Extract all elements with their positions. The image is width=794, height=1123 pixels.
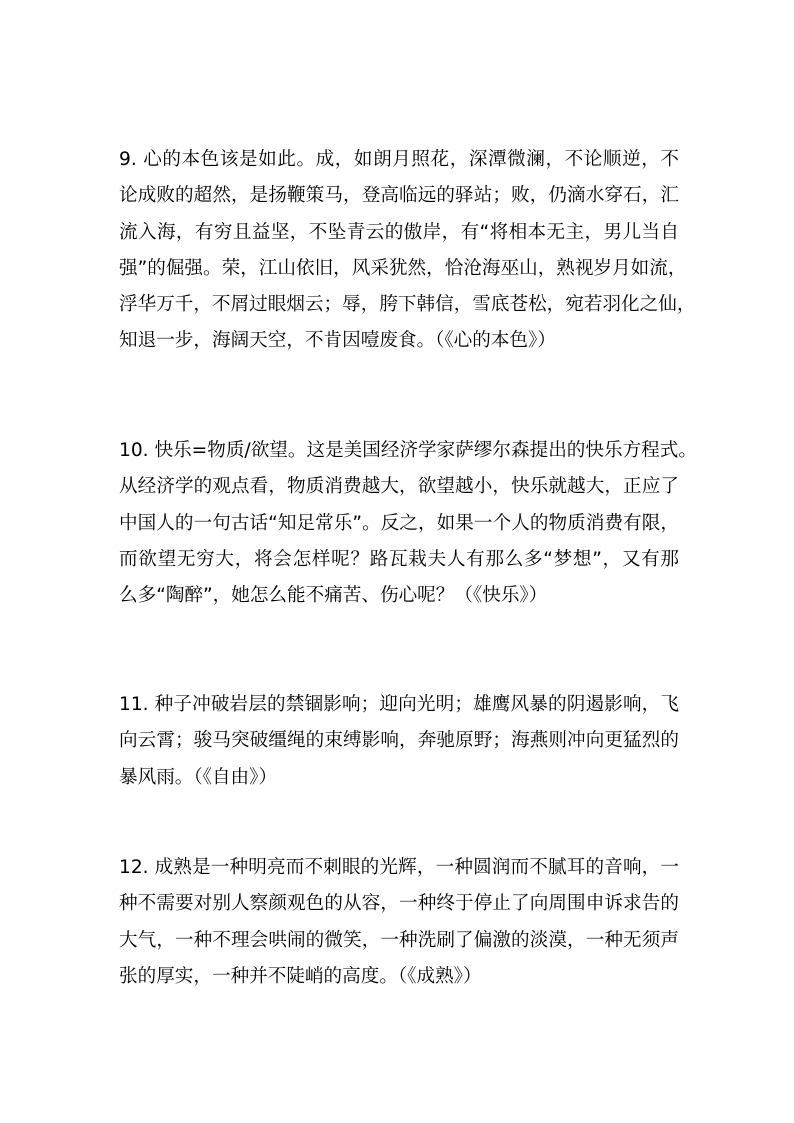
paragraph-12 bbox=[119, 850, 679, 995]
paragraph-line: 张的厚实，一种并不陡峭的高度。（《成熟》） bbox=[119, 965, 482, 987]
paragraph-line: 论成败的超然，是扬鞭策马，登高临远的驿站；败，仍滴水穿石，汇 bbox=[119, 185, 679, 207]
paragraph-line: 从经济学的观点看，物质消费越大，欲望越小，快乐就越大，正应了 bbox=[119, 476, 679, 498]
paragraph-line: 而欲望无穷大，将会怎样呢？路瓦栽夫人有那么多“梦想”，又有那 bbox=[119, 548, 679, 570]
paragraph-line: 流入海，有穷且益坚，不坠青云的傲岸，有“将相本无主，男儿当自 bbox=[119, 221, 679, 243]
paragraph-line: 浮华万千，不屑过眼烟云；辱，胯下韩信，雪底苍松，宛若羽化之仙， bbox=[119, 294, 696, 316]
paragraph-line: 强”的倔强。荣，江山依旧，风采犹然，恰沧海巫山，熟视岁月如流， bbox=[119, 257, 687, 279]
paragraph-line: 11. 种子冲破岩层的禁锢影响；迎向光明；雄鹰风暴的阴遏影响，飞 bbox=[119, 694, 679, 715]
paragraph-line: 9. 心的本色该是如此。成，如朗月照花，深潭微澜，不论顺逆，不 bbox=[119, 149, 679, 170]
paragraph-line: 么多“陶醉”，她怎么能不痛苦、伤心呢？（《快乐》） bbox=[119, 585, 548, 607]
paragraph-line: 10. 快乐=物质/欲望。这是美国经济学家萨缪尔森提出的快乐方程式。 bbox=[119, 440, 697, 461]
paragraph-line: 种不需要对别人察颜观色的从容，一种终于停止了向周围申诉求告的 bbox=[119, 893, 679, 915]
paragraph-line: 暴风雨。（《自由》） bbox=[119, 766, 278, 788]
paragraph-line: 大气，一种不理会哄闹的微笑，一种洗刷了偏激的淡漠，一种无须声 bbox=[119, 929, 679, 951]
paragraph-line: 中国人的一句古话“知足常乐”。反之，如果一个人的物质消费有限， bbox=[119, 512, 679, 534]
paragraph-10 bbox=[119, 433, 697, 614]
paragraph-11 bbox=[119, 687, 679, 796]
paragraph-line: 向云霄；骏马突破缰绳的束缚影响，奔驰原野；海燕则冲向更猛烈的 bbox=[119, 730, 679, 752]
paragraph-line: 12. 成熟是一种明亮而不刺眼的光辉，一种圆润而不腻耳的音响，一 bbox=[119, 857, 679, 878]
paragraph-9 bbox=[119, 142, 696, 360]
paragraph-line: 知退一步，海阔天空，不肯因噎废食。（《心的本色》） bbox=[119, 330, 556, 352]
